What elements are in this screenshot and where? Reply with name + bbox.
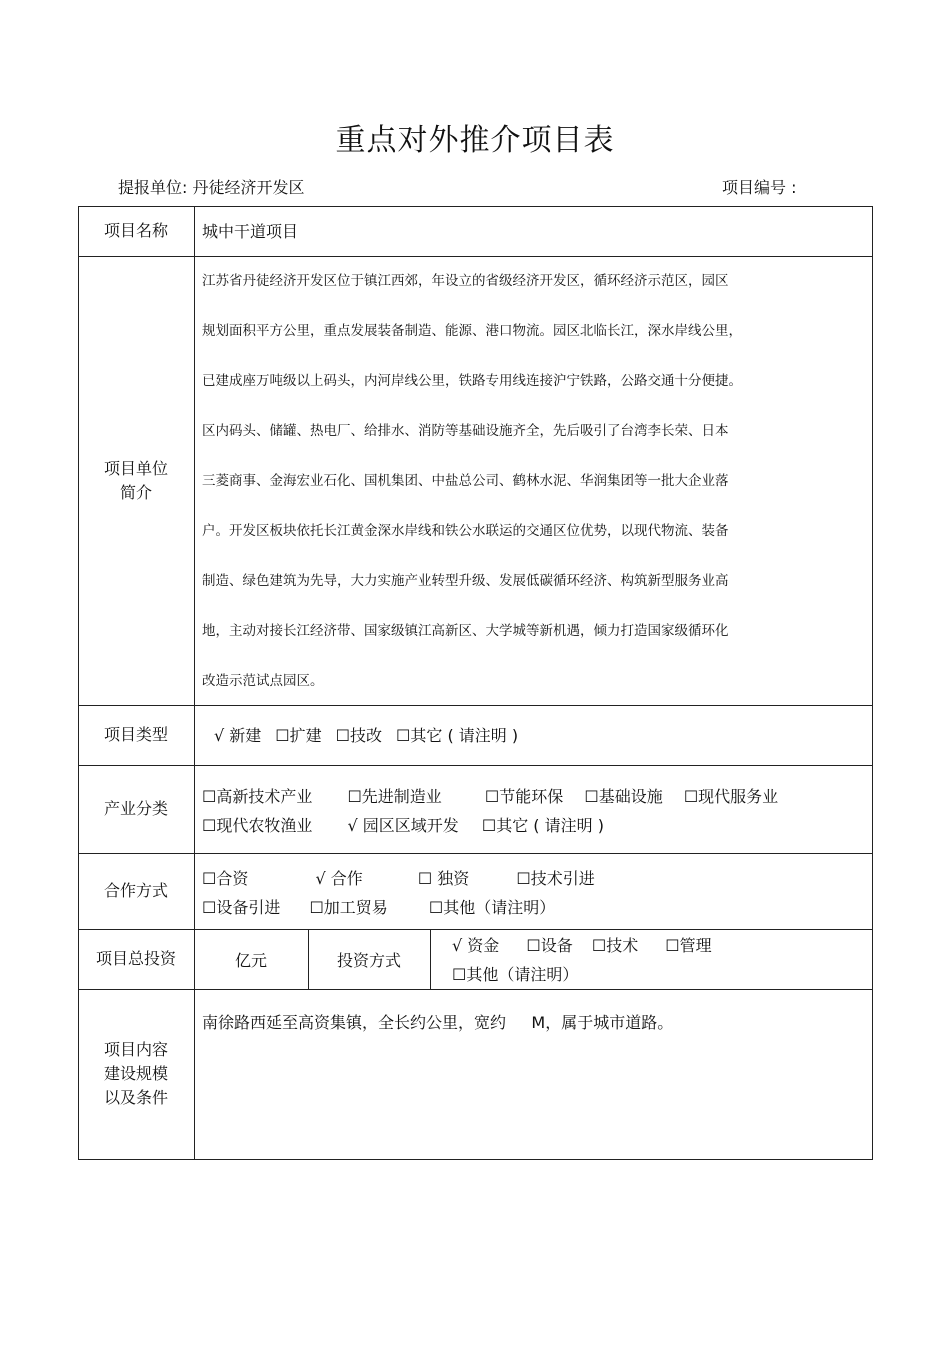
unit-intro-label bbox=[78, 256, 194, 705]
investment-method-label: 投资方式 bbox=[336, 950, 401, 970]
content-scale-value: 南徐路西延至高资集镇，全长约公里，宽约 M，属于城市道路。 bbox=[202, 1013, 674, 1032]
type-option-renovate[interactable]: ☐技改 bbox=[335, 725, 383, 745]
intro-line: 已建成座万吨级以上码头，内河岸线公里，铁路专用线连接沪宁铁路，公路交通十分便捷。 bbox=[202, 373, 742, 389]
coop-tech-import[interactable]: ☐技术引进 bbox=[516, 869, 595, 888]
content-scale-label bbox=[78, 989, 194, 1159]
industry-hitech[interactable]: ☐高新技术产业 bbox=[202, 787, 313, 806]
coop-joint-venture[interactable]: ☐合资 bbox=[202, 869, 249, 888]
total-investment-label: 项目总投资 bbox=[95, 949, 176, 968]
unit-value: 丹徒经济开发区 bbox=[192, 178, 305, 197]
coop-equipment-import[interactable]: ☐设备引进 bbox=[202, 898, 281, 917]
invest-capital[interactable]: √ 资金 bbox=[452, 936, 500, 955]
coop-cooperation[interactable]: √ 合作 bbox=[315, 869, 363, 888]
type-option-expand[interactable]: ☐扩建 bbox=[275, 725, 322, 745]
coop-sole[interactable]: ☐ 独资 bbox=[417, 869, 470, 888]
invest-management[interactable]: ☐管理 bbox=[665, 936, 712, 955]
unit-intro-text bbox=[202, 256, 870, 705]
industry-park-development[interactable]: √ 园区区域开发 bbox=[347, 816, 459, 835]
intro-line: 制造、绿色建筑为先导，大力实施产业转型升级、发展低碳循环经济、构筑新型服务业高 bbox=[202, 573, 729, 589]
industry-advanced-mfg[interactable]: ☐先进制造业 bbox=[347, 787, 442, 806]
content-label-line1: 项目内容 bbox=[103, 1040, 168, 1059]
invest-technology[interactable]: ☐技术 bbox=[591, 936, 639, 955]
industry-agriculture[interactable]: ☐现代农牧渔业 bbox=[202, 816, 313, 835]
unit-label: 提报单位: bbox=[118, 178, 188, 197]
intro-line: 规划面积平方公里，重点发展装备制造、能源、港口物流。园区北临长江，深水岸线公里， bbox=[202, 323, 742, 339]
industry-label: 产业分类 bbox=[103, 799, 168, 818]
invest-equipment[interactable]: ☐设备 bbox=[526, 936, 573, 955]
intro-line: 地，主动对接长江经济带、国家级镇江高新区、大学城等新机遇，倾力打造国家级循环化 bbox=[202, 623, 729, 639]
cooperation-label: 合作方式 bbox=[103, 881, 168, 900]
coop-other[interactable]: ☐其他（请注明） bbox=[428, 898, 556, 917]
type-option-new[interactable]: √ 新建 bbox=[214, 725, 262, 745]
content-label-line2: 建设规模 bbox=[103, 1064, 168, 1083]
submitting-unit bbox=[118, 175, 305, 198]
content-label-line3: 以及条件 bbox=[103, 1088, 168, 1107]
project-name-value: 城中干道项目 bbox=[202, 221, 299, 241]
project-type-label: 项目类型 bbox=[103, 725, 168, 744]
project-type-options bbox=[214, 705, 864, 765]
invest-other[interactable]: ☐其他（请注明） bbox=[452, 965, 579, 984]
intro-line: 户。开发区板块依托长江黄金深水岸线和铁公水联运的交通区位优势，以现代物流、装备 bbox=[202, 523, 729, 539]
industry-green[interactable]: ☐节能环保 bbox=[484, 787, 564, 806]
type-option-other[interactable]: ☐其它 ( 请注明 ) bbox=[396, 725, 519, 745]
total-investment-value: 亿元 bbox=[234, 950, 267, 970]
intro-line: 江苏省丹徒经济开发区位于镇江西郊，年设立的省级经济开发区，循环经济示范区，园区 bbox=[202, 273, 729, 289]
unit-intro-label-line2: 简介 bbox=[119, 482, 152, 502]
investment-method-options bbox=[452, 931, 866, 989]
page-title: 重点对外推介项目表 bbox=[335, 123, 615, 158]
project-name-label: 项目名称 bbox=[103, 221, 168, 240]
industry-other[interactable]: ☐其它 ( 请注明 ) bbox=[481, 816, 604, 835]
coop-processing-trade[interactable]: ☐加工贸易 bbox=[309, 898, 388, 917]
intro-line: 改造示范试点园区。 bbox=[202, 673, 324, 689]
unit-intro-label-line1: 项目单位 bbox=[103, 458, 168, 478]
industry-options bbox=[202, 782, 868, 842]
industry-services[interactable]: ☐现代服务业 bbox=[683, 787, 779, 806]
cooperation-options bbox=[202, 864, 868, 924]
intro-line: 三菱商事、金海宏业石化、国机集团、中盐总公司、鹤林水泥、华润集团等一批大企业落 bbox=[202, 473, 729, 489]
intro-line: 区内码头、储罐、热电厂、给排水、消防等基础设施齐全，先后吸引了台湾李长荣、日本 bbox=[202, 423, 729, 439]
industry-infrastructure[interactable]: ☐基础设施 bbox=[584, 787, 663, 806]
project-number-label: 项目编号 : bbox=[722, 178, 797, 197]
